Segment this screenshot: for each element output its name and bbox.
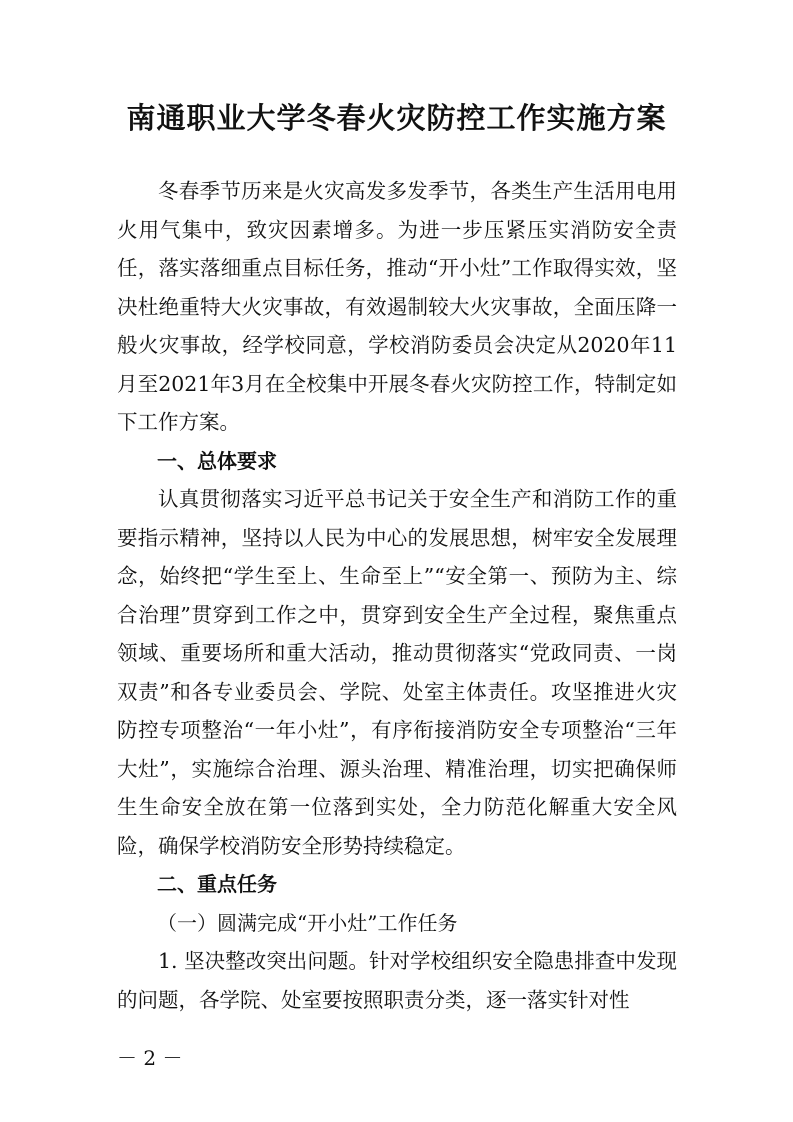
subsection-heading-1: （一）圆满完成“开小灶”工作任务 [157, 910, 458, 935]
key-task-item-1: 1. 坚决整改突出问题。针对学校组织安全隐患排查中发现的问题，各学院、处室要按照职责分类，逐一落实针对性 [117, 949, 677, 1012]
section-heading-key-tasks: 二、重点任务 [157, 872, 277, 896]
intro-paragraph: 冬春季节历来是火灾高发多发季节，各类生产生活用电用火用气集中，致灾因素增多。为进一步压紧压实消防安全责任，落实落细重点目标任务，推动“开小灶”工作取得实效，坚决杜绝重特大火灾事故，有效遏制较大火灾事故，全面压降一般火灾事故，经学校同意，学校消防委员会决定从2020年11月至2021年3月在全校集中开展冬春火灾防控工作，特制定如下工作方案。 [117, 179, 677, 434]
document-body [117, 172, 677, 1019]
general-requirements-paragraph: 认真贯彻落实习近平总书记关于安全生产和消防工作的重要指示精神，坚持以人民为中心的发展思想，树牢安全发展理念，始终把“学生至上、生命至上”“安全第一、预防为主、综合治理”贯穿到工作之中，贯穿到安全生产全过程，聚焦重点领域、重要场所和重大活动，推动贯彻落实“党政同责、一岗双责”和各专业委员会、学院、处室主体责任。攻坚推进火灾防控专项整治“一年小灶”，有序衔接消防安全专项整治“三年大灶”，实施综合治理、源头治理、精准治理，切实把确保师生生命安全放在第一位落到实处，全力防范化解重大安全风险，确保学校消防安全形势持续稳定。 [117, 487, 677, 858]
document-title: 南通职业大学冬春火灾防控工作实施方案 [126, 101, 667, 135]
page-number: － 2 － [117, 1046, 183, 1070]
section-heading-general-requirements: 一、总体要求 [157, 448, 277, 473]
